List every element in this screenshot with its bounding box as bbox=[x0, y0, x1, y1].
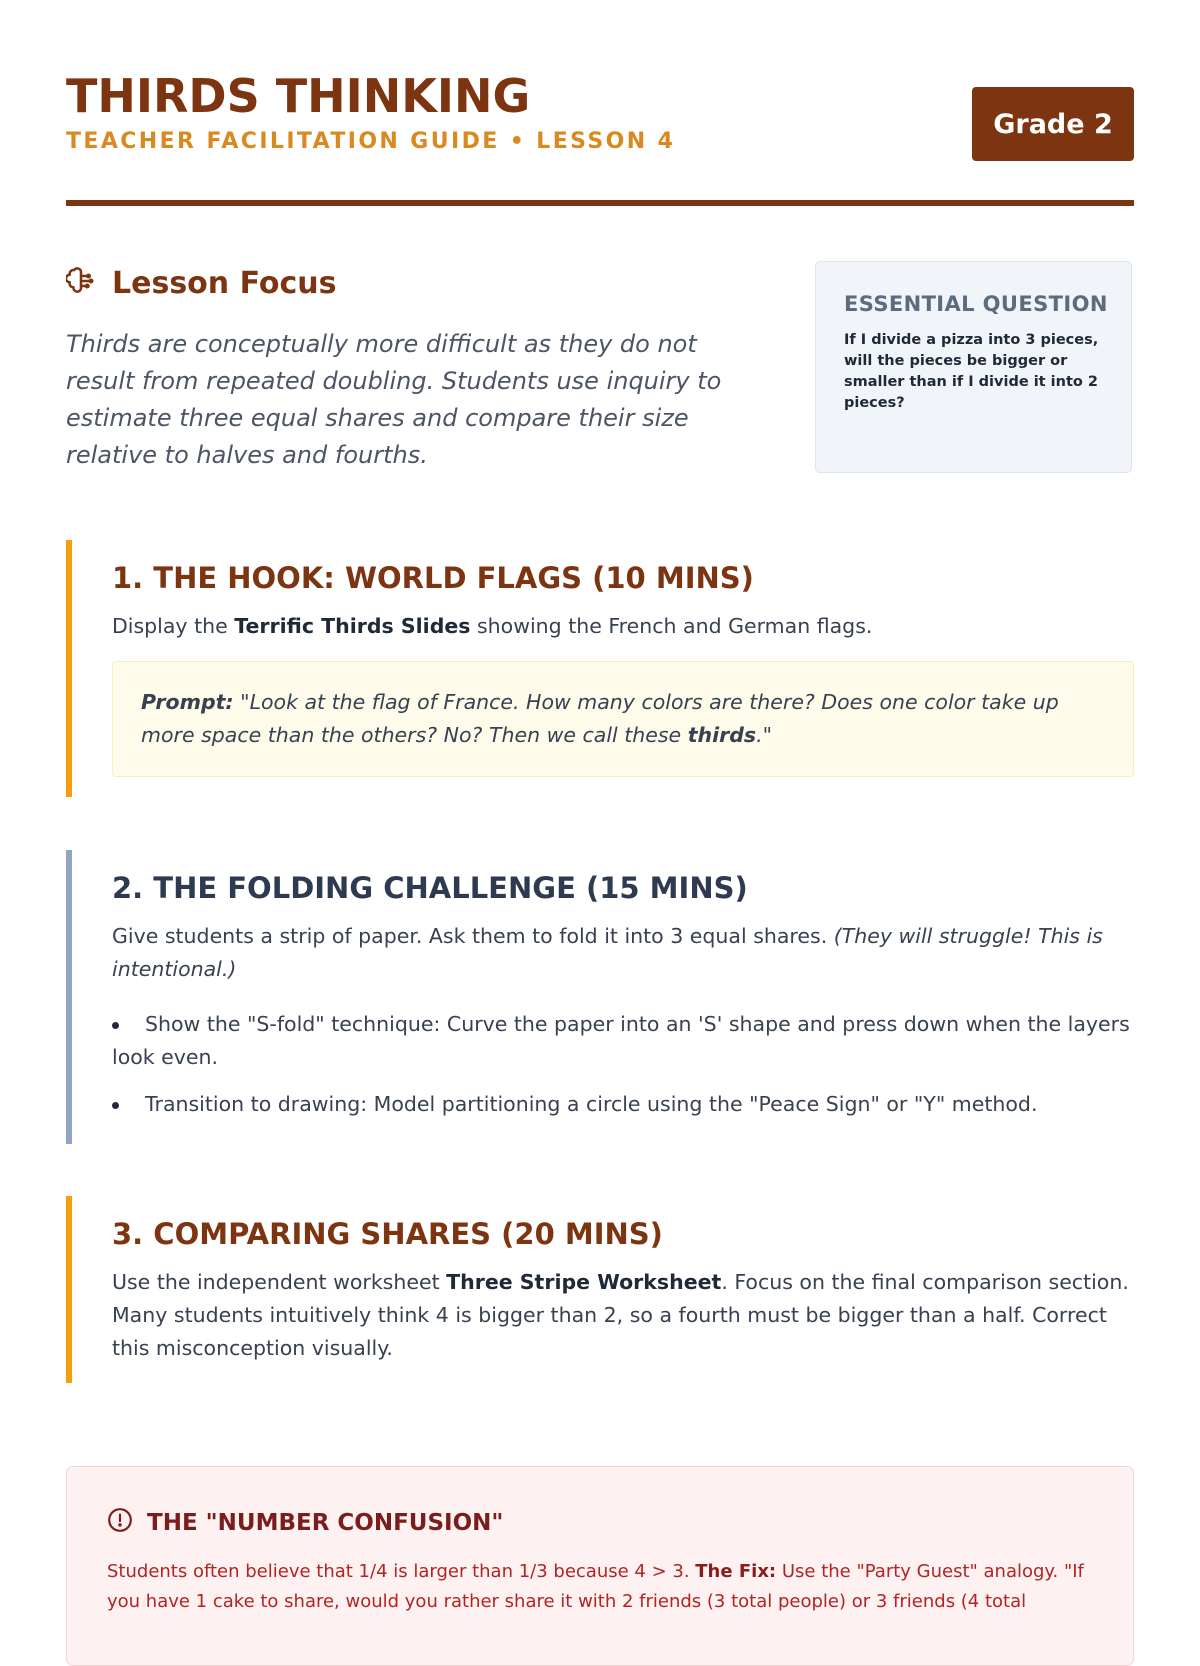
body-text: Display the bbox=[112, 614, 235, 638]
alert-body: Use the "Party Guest" analogy. "If you have 1 cake to share, would you rather share it with 2 friends (3 total people) or 3 friends (4 total bbox=[107, 1561, 1084, 1612]
lesson-focus bbox=[66, 262, 746, 474]
alert-title: THE "NUMBER CONFUSION" bbox=[147, 1510, 504, 1536]
list-item bbox=[112, 1008, 1134, 1074]
section-title: 1. THE HOOK: WORLD FLAGS (10 MINS) bbox=[112, 561, 754, 595]
body-note: (They will struggle! This is intentional.) bbox=[112, 924, 1103, 981]
technique-list bbox=[112, 1008, 1134, 1121]
section-title: 3. COMPARING SHARES (20 MINS) bbox=[112, 1217, 663, 1251]
misconception-alert bbox=[66, 1466, 1134, 1666]
prompt-text: "Look at the flag of France. How many colors are there? Does one color take up more space than the others? No? Then we call these bbox=[141, 690, 1059, 747]
bullet-icon bbox=[112, 1022, 119, 1029]
alert-text bbox=[107, 1557, 1093, 1617]
prompt-keyword: thirds bbox=[687, 723, 757, 747]
page-header bbox=[66, 70, 1134, 210]
body-text: . Focus on the final comparison section. Many students intuitively think 4 is bigger than 2, so a fourth must be bigger than a half. Correct this misconception visually. bbox=[112, 1270, 1129, 1360]
body-text: Use the independent worksheet bbox=[112, 1270, 447, 1294]
essential-question-label: ESSENTIAL QUESTION bbox=[844, 292, 1108, 316]
slides-name: Terrific Thirds Slides bbox=[234, 614, 471, 638]
list-item bbox=[112, 1088, 1134, 1121]
teacher-guide-page bbox=[66, 0, 1134, 1612]
page-subtitle: TEACHER FACILITATION GUIDE • LESSON 4 bbox=[66, 129, 676, 154]
section-body bbox=[112, 920, 1134, 986]
body-text: Give students a strip of paper. Ask them to fold it into 3 equal shares. bbox=[112, 924, 834, 948]
fix-label: The Fix: bbox=[695, 1561, 777, 1582]
alert-body: Students often believe that 1/4 is larger than 1/3 because 4 > 3. bbox=[107, 1561, 696, 1582]
section-body bbox=[112, 1266, 1134, 1365]
brain-icon bbox=[66, 266, 112, 300]
bullet-icon bbox=[112, 1102, 119, 1109]
header-divider bbox=[66, 200, 1134, 206]
essential-question-card bbox=[815, 261, 1132, 473]
section-title: 2. THE FOLDING CHALLENGE (15 MINS) bbox=[112, 871, 748, 905]
section-folding bbox=[66, 850, 1134, 1144]
section-accent-bar bbox=[66, 850, 72, 1144]
grade-badge: Grade 2 bbox=[972, 87, 1134, 161]
lesson-focus-heading bbox=[66, 262, 746, 304]
section-accent-bar bbox=[66, 1196, 72, 1383]
lesson-focus-text: Thirds are conceptually more difficult as they do not result from repeated doubling. Students use inquiry to estimate three equal shares and compare their size relative to halves and fourths. bbox=[66, 330, 722, 469]
section-comparing bbox=[66, 1196, 1134, 1383]
prompt-box bbox=[112, 661, 1134, 777]
section-hook bbox=[66, 540, 1134, 797]
lesson-focus-title: Lesson Focus bbox=[112, 265, 337, 301]
alert-circle-icon bbox=[107, 1507, 147, 1539]
alert-heading bbox=[107, 1507, 1093, 1539]
list-item-text: Show the "S-fold" technique: Curve the paper into an 'S' shape and press down when the layers look even. bbox=[112, 1012, 1130, 1069]
section-body bbox=[112, 610, 1134, 643]
section-accent-bar bbox=[66, 540, 72, 797]
body-text: showing the French and German flags. bbox=[470, 614, 873, 638]
prompt-label: Prompt: bbox=[141, 690, 234, 714]
prompt-text: ." bbox=[756, 723, 773, 747]
list-item-text: Transition to drawing: Model partitioning a circle using the "Peace Sign" or "Y" method. bbox=[145, 1092, 1038, 1116]
essential-question-text: If I divide a pizza into 3 pieces, will the pieces be bigger or smaller than if I divide it into 2 pieces? bbox=[844, 332, 1099, 411]
page-title: THIRDS THINKING bbox=[66, 69, 531, 123]
worksheet-name: Three Stripe Worksheet bbox=[446, 1270, 722, 1294]
